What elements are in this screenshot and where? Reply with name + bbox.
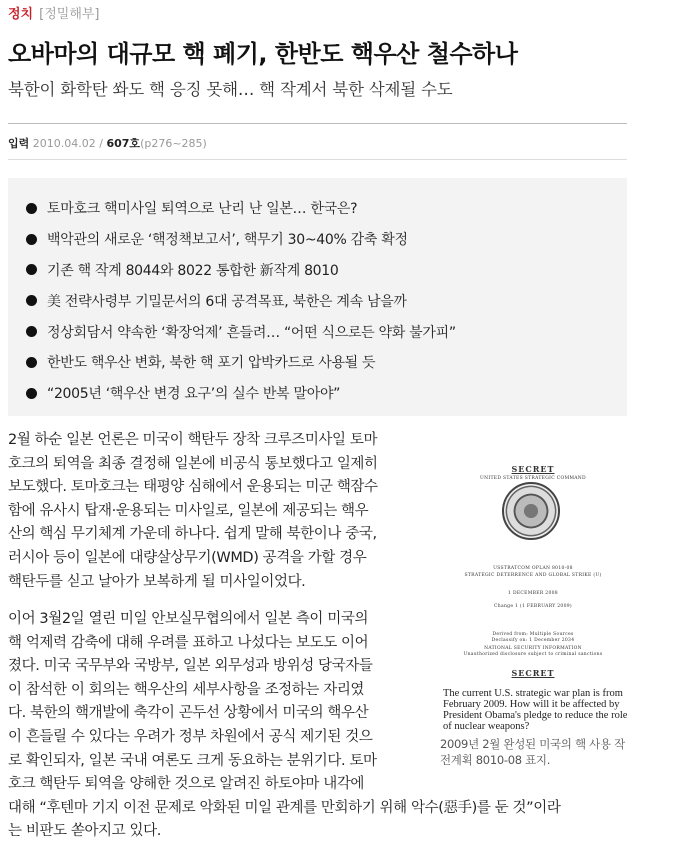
document-cover-image — [443, 450, 628, 732]
bullet-icon — [26, 203, 37, 214]
summary-box — [8, 178, 627, 416]
text-line: 는 비판도 쏟아지고 있다. — [8, 823, 161, 840]
doc-derived-1: Derived from: Multiple Sources — [492, 632, 574, 637]
article-headline: 오바마의 대규모 핵 폐기, 한반도 핵우산 철수하나 — [8, 40, 518, 68]
doc-title-2: STRATEGIC DETERRENCE AND GLOBAL STRIKE (U) — [464, 573, 602, 578]
divider — [8, 159, 627, 160]
section-link[interactable]: 정치 — [8, 7, 34, 22]
meta-issue[interactable]: 607호 — [106, 137, 141, 150]
meta-label: 입력 — [8, 137, 30, 150]
doc-classification-top: SECRET — [511, 464, 555, 474]
bullet-icon — [26, 295, 37, 306]
doc-derived-2: Declassify on: 1 December 2034 — [491, 638, 575, 643]
doc-title-1: USSTRATCOM OPLAN 8010-08 — [493, 566, 573, 571]
summary-item — [26, 255, 456, 286]
text-line: 로 확인되자, 일본 국내 여론도 크게 동요하는 분위기다. 토마 — [8, 752, 377, 769]
article-meta — [8, 135, 207, 151]
category-line — [8, 3, 100, 22]
summary-item — [26, 378, 456, 409]
text-line: 이어 3월2일 열린 미일 안보실무협의에서 일본 측이 미국의 — [8, 611, 369, 627]
summary-item-text: 美 전략사령부 기밀문서의 6대 공격목표, 북한은 계속 남을까 — [47, 293, 407, 310]
bullet-icon — [26, 234, 37, 245]
text-line: 핵 억제력 감축에 대해 우려를 표하고 나섰다는 보도도 이어 — [8, 634, 369, 651]
article-subhead: 북한이 화학탄 쏴도 핵 응징 못해… 핵 작계서 북한 삭제될 수도 — [8, 80, 453, 99]
text-line: 졌다. 미국 국무부와 국방부, 일본 외무성과 방위성 당국자들 — [8, 658, 373, 675]
bullet-icon — [26, 357, 37, 368]
bullet-icon — [26, 388, 37, 399]
summary-item-text: 기존 핵 작계 8044와 8022 통합한 新작계 8010 — [47, 262, 339, 279]
text-line: 핵탄두를 싣고 날아가 보복하게 될 미사일이었다. — [8, 573, 306, 590]
summary-item — [26, 285, 456, 316]
summary-item — [26, 193, 456, 224]
meta-separator: / — [99, 137, 103, 150]
text-line: 이 흔들릴 수 있다는 우려가 정부 차원에서 공식 제기된 것으 — [8, 728, 373, 745]
text-line: 다. 북한의 핵개발에 축각이 곤두선 상황에서 미국의 핵우산 — [8, 705, 369, 722]
doc-nsi: NATIONAL SECURITY INFORMATION — [484, 646, 582, 651]
doc-nsi-2: Unauthorized disclosure subject to criminal sanctions — [463, 652, 603, 657]
meta-pages: (p276~285) — [140, 137, 207, 150]
doc-date: 1 DECEMBER 2008 — [508, 591, 558, 596]
doc-change: Change 1 (1 FEBRUARY 2009) — [494, 604, 572, 609]
figure-caption: 2009년 2월 완성된 미국의 핵 사용 작전계획 8010-08 표지. — [440, 737, 625, 767]
text-line: 이 참석한 이 회의는 핵우산의 세부사항을 조정하는 자리였 — [8, 681, 365, 698]
meta-date: 2010.04.02 — [32, 137, 96, 150]
article-figure — [440, 450, 628, 767]
bullet-icon — [26, 264, 37, 275]
doc-classification-bottom: SECRET — [511, 668, 555, 678]
body-paragraph-1 — [8, 429, 378, 594]
summary-item — [26, 316, 456, 347]
text-line: 러시아 등이 일본에 대량살상무기(WMD) 공격을 가할 경우 — [8, 549, 367, 566]
text-line: 산의 핵심 무기체계 가운데 하나다. 쉽게 말해 북한이나 중국, — [8, 526, 377, 543]
text-line: 보도했다. 토마호크는 태평양 심해에서 운용되는 미군 핵잠수 — [8, 479, 378, 496]
summary-item — [26, 224, 456, 255]
text-line: 호크 핵탄두 퇴역을 양해한 것으로 알려진 하토야마 내각에 — [8, 776, 365, 793]
text-line: 대해 “후텐마 기지 이전 문제로 악화된 미일 관계를 만회하기 위해 악수(惡手)를 둔 것”이라 — [8, 799, 561, 816]
summary-item-text: 토마호크 핵미사일 퇴역으로 난리 난 일본… 한국은? — [47, 201, 358, 218]
doc-org: UNITED STATES STRATEGIC COMMAND — [480, 476, 586, 481]
text-line: 2월 하순 일본 언론은 미국이 핵탄두 장착 크루즈미사일 토마 — [8, 432, 378, 448]
series-tag[interactable]: [정밀해부] — [39, 7, 100, 22]
summary-item — [26, 347, 456, 378]
doc-overlay-note: The current U.S. strategic war plan is from February 2009. How will it be affected by President Obama's pledge to reduce the role of nuclear weapons? — [443, 688, 628, 732]
divider — [8, 123, 627, 124]
command-seal-icon — [502, 482, 560, 540]
text-line: 호크의 퇴역을 최종 결정해 일본에 비공식 통보했다고 일제히 — [8, 455, 378, 472]
bullet-icon — [26, 326, 37, 337]
text-line: 함에 유사시 탑재·운용되는 미사일로, 일본에 제공되는 핵우 — [8, 502, 369, 519]
summary-item-text: 정상회담서 약속한 ‘확장억제’ 흔들려… “어떤 식으로든 약화 불가피” — [47, 324, 456, 341]
summary-item-text: 한반도 핵우산 변화, 북한 핵 포기 압박카드로 사용될 듯 — [47, 355, 376, 372]
summary-item-text: 백악관의 새로운 ‘핵정책보고서’, 핵무기 30~40% 감축 확정 — [47, 232, 408, 249]
summary-item-text: “2005년 ‘핵우산 변경 요구’의 실수 반복 말아야” — [47, 386, 341, 403]
